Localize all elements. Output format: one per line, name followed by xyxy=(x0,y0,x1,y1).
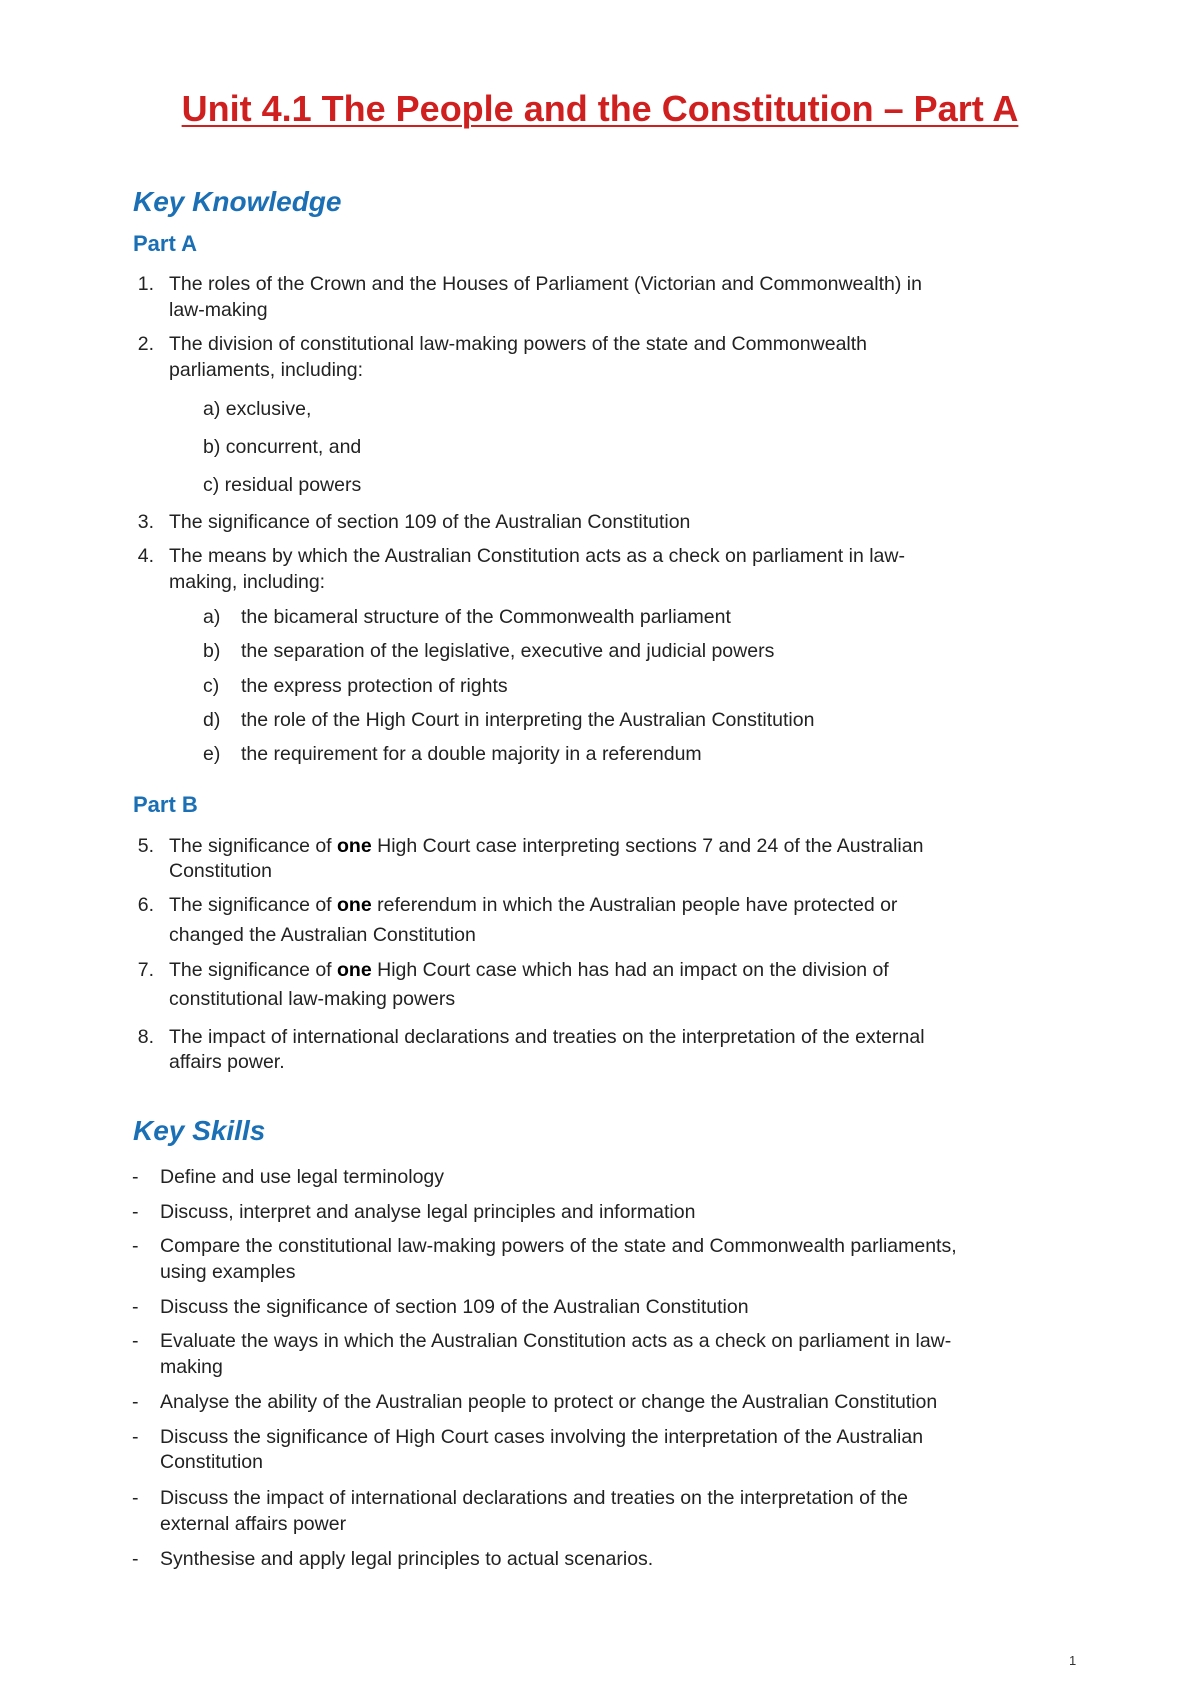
list-item-text: The significance of one High Court case which has had an impact on the division of xyxy=(169,959,889,981)
skill-item: Discuss the significance of section 109 of the Australian Constitution xyxy=(160,1296,749,1318)
list-item-text: constitutional law-making powers xyxy=(169,988,456,1010)
list-item-text: The division of constitutional law-making powers of the state and Commonwealth xyxy=(169,333,868,355)
sub-list-item: the express protection of rights xyxy=(241,675,508,697)
skill-item: Discuss, interpret and analyse legal principles and information xyxy=(160,1201,696,1223)
skill-item: Analyse the ability of the Australian people to protect or change the Australian Constitution xyxy=(160,1391,938,1413)
skill-item: Evaluate the ways in which the Australian Constitution acts as a check on parliament in law- xyxy=(160,1330,952,1352)
key-skills-heading: Key Skills xyxy=(133,1115,266,1146)
sub-list-letter: c) xyxy=(203,675,220,697)
sub-list-letter: b) xyxy=(203,640,221,662)
sub-list-item: the separation of the legislative, executive and judicial powers xyxy=(241,640,775,662)
sub-list-letter: e) xyxy=(203,743,221,765)
bullet-dash: - xyxy=(132,1330,139,1352)
skill-item: making xyxy=(160,1356,223,1378)
emphasis-one: one xyxy=(337,959,372,981)
emphasis-one: one xyxy=(337,894,372,916)
list-item-text: The significance of one High Court case interpreting sections 7 and 24 of the Australian xyxy=(169,835,924,857)
list-number: 6. xyxy=(137,894,154,916)
list-item-text: The significance of section 109 of the Australian Constitution xyxy=(169,511,691,533)
skill-item: using examples xyxy=(160,1261,296,1283)
skill-item: Define and use legal terminology xyxy=(160,1166,445,1188)
list-item-text: The significance of one referendum in which the Australian people have protected or xyxy=(169,894,898,916)
list-number: 8. xyxy=(137,1026,154,1048)
list-item-text: parliaments, including: xyxy=(169,359,364,381)
list-item-text: changed the Australian Constitution xyxy=(169,924,476,946)
skill-item: Compare the constitutional law-making powers of the state and Commonwealth parliaments, xyxy=(160,1235,957,1257)
list-number: 3. xyxy=(137,511,154,533)
part-a-heading: Part A xyxy=(133,231,197,256)
page-title: Unit 4.1 The People and the Constitution – Part A xyxy=(181,88,1019,129)
bullet-dash: - xyxy=(132,1296,139,1318)
list-number: 4. xyxy=(137,545,154,567)
list-item-text: The impact of international declarations and treaties on the interpretation of the external xyxy=(169,1026,925,1048)
sub-list-letter: a) xyxy=(203,606,221,628)
skill-item: external affairs power xyxy=(160,1513,347,1535)
sub-list-item: b) concurrent, and xyxy=(203,436,362,458)
bullet-dash: - xyxy=(132,1201,139,1223)
list-item-text: The means by which the Australian Constitution acts as a check on parliament in law- xyxy=(169,545,905,567)
list-number: 2. xyxy=(137,333,154,355)
sub-list-item: c) residual powers xyxy=(203,474,362,496)
skill-item: Discuss the significance of High Court cases involving the interpretation of the Australian xyxy=(160,1426,924,1448)
skill-item: Synthesise and apply legal principles to actual scenarios. xyxy=(160,1548,654,1570)
page-number: 1 xyxy=(1069,1653,1077,1668)
emphasis-one: one xyxy=(337,835,372,857)
bullet-dash: - xyxy=(132,1166,139,1188)
list-item-text: Constitution xyxy=(169,860,272,882)
part-b-heading: Part B xyxy=(133,792,198,817)
sub-list-letter: d) xyxy=(203,709,221,731)
list-item-text: affairs power. xyxy=(169,1051,285,1073)
bullet-dash: - xyxy=(132,1548,139,1570)
skill-item: Constitution xyxy=(160,1451,263,1473)
bullet-dash: - xyxy=(132,1487,139,1509)
sub-list-item: the requirement for a double majority in a referendum xyxy=(241,743,702,765)
bullet-dash: - xyxy=(132,1391,139,1413)
bullet-dash: - xyxy=(132,1235,139,1257)
sub-list-item: the role of the High Court in interpreting the Australian Constitution xyxy=(241,709,815,731)
list-item-text: law-making xyxy=(169,299,268,321)
skill-item: Discuss the impact of international declarations and treaties on the interpretation of the xyxy=(160,1487,908,1509)
list-item-text: making, including: xyxy=(169,571,326,593)
list-number: 1. xyxy=(137,273,154,295)
key-knowledge-heading: Key Knowledge xyxy=(133,186,342,217)
list-number: 7. xyxy=(137,959,154,981)
bullet-dash: - xyxy=(132,1426,139,1448)
sub-list-item: a) exclusive, xyxy=(203,398,312,420)
list-number: 5. xyxy=(137,835,154,857)
sub-list-item: the bicameral structure of the Commonwealth parliament xyxy=(241,606,731,628)
list-item-text: The roles of the Crown and the Houses of Parliament (Victorian and Commonwealth) in xyxy=(169,273,922,295)
